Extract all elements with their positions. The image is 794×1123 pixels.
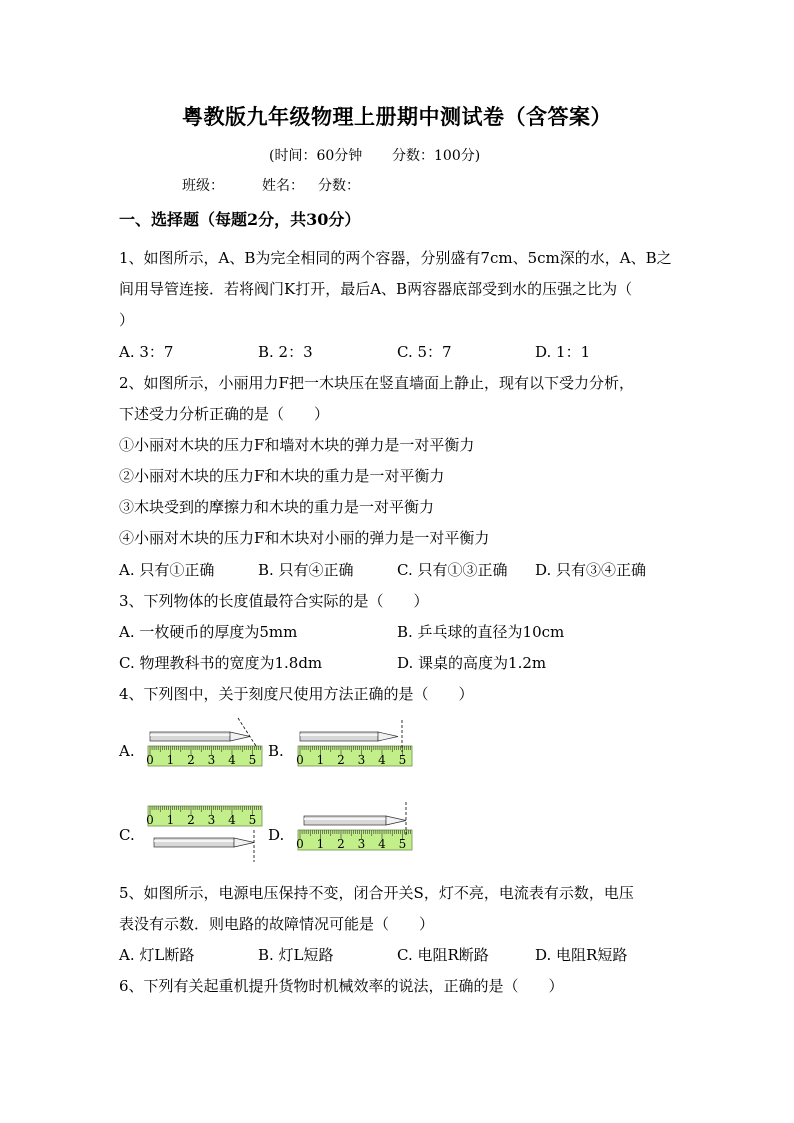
ruler-tick-label: 2 [337, 753, 345, 767]
q3-text-line1: 3、下列物体的长度值最符合实际的是（ ） [119, 592, 429, 610]
pencil-body [304, 816, 386, 825]
ruler-body [298, 830, 412, 850]
q3-options-row2 [119, 653, 699, 673]
q2-options [119, 560, 699, 580]
q2-statement-2: ②小丽对木块的压力F和木块的重力是一对平衡力 [119, 467, 445, 485]
q4-figure-d [296, 800, 416, 864]
ruler-tick-label: 3 [357, 753, 366, 767]
points-label: 分数： [318, 178, 360, 194]
time-label: (时间：60分钟 [269, 148, 363, 164]
q2-option-a: A. 只有①正确 [119, 561, 215, 579]
ruler-tick-label: 2 [337, 837, 345, 851]
q1-option-c: C. 5：7 [397, 343, 452, 361]
q5-option-d: D. 电阻R短路 [535, 946, 628, 964]
q2-statement-3: ③木块受到的摩擦力和木块的重力是一对平衡力 [119, 498, 435, 516]
q1-option-d: D. 1：1 [535, 343, 591, 361]
q2-option-c: C. 只有①③正确 [397, 561, 508, 579]
q4-figure-a [146, 716, 266, 780]
q5-text-line2: 表没有示数．则电路的故障情况可能是（ ） [119, 915, 435, 933]
section-heading: 一、选择题（每题2分，共30分） [119, 210, 361, 229]
q4-figure-b [296, 716, 416, 780]
q4-figure-b-label: B. [268, 742, 284, 760]
q3-option-d: D. 课桌的高度为1.2m [397, 654, 547, 672]
pencil-body [154, 838, 234, 847]
q4-figure-c-label: C. [119, 826, 135, 844]
ruler-tick-label: 5 [248, 813, 257, 827]
q5-option-c: C. 电阻R断路 [397, 946, 489, 964]
ruler-tick-label: 1 [166, 813, 175, 827]
ruler-tick-label: 2 [187, 813, 195, 827]
q3-option-a: A. 一枚硬币的厚度为5mm [119, 623, 298, 641]
q5-options [119, 945, 699, 965]
ruler-tick-label: 4 [378, 753, 386, 767]
pencil-body [300, 732, 378, 741]
q2-option-b: B. 只有④正确 [258, 561, 354, 579]
ruler-body [298, 746, 412, 766]
name-label: 姓名： [262, 178, 304, 194]
ruler-tick-label: 5 [248, 753, 257, 767]
q2-text-line2: 下述受力分析正确的是（ ） [119, 405, 330, 423]
q4-figure-d-label: D. [268, 826, 285, 844]
q3-options-row1 [119, 622, 699, 642]
q1-text-line1: 1、如图所示，A、B为完全相同的两个容器，分别盛有7cm、5cm深的水，A、B之 [119, 249, 672, 267]
score-label: 分数：100分) [392, 148, 481, 164]
pencil-tip [386, 816, 406, 825]
q1-text-line2: 间用导管连接．若将阀门K打开，最后A、B两容器底部受到水的压强之比为（ [119, 280, 633, 298]
pencil-body [150, 732, 230, 741]
ruler-body [148, 806, 262, 826]
ruler-tick-label: 4 [378, 837, 386, 851]
q1-text-line3: ） [119, 311, 135, 329]
q3-option-b: B. 乒乓球的直径为10cm [397, 623, 565, 641]
q5-option-a: A. 灯L断路 [119, 946, 195, 964]
q2-statement-4: ④小丽对木块的压力F和木块对小丽的弹力是一对平衡力 [119, 529, 490, 547]
ruler-tick-label: 3 [207, 813, 216, 827]
q1-option-a: A. 3：7 [119, 343, 174, 361]
ruler-tick-label: 2 [187, 753, 195, 767]
ruler-tick-label: 4 [228, 753, 236, 767]
q4-figure-c [146, 800, 266, 864]
ruler-tick-label: 1 [316, 753, 325, 767]
pencil-tip [230, 732, 250, 741]
ruler-tick-label: 1 [316, 837, 325, 851]
q2-statement-1: ①小丽对木块的压力F和墙对木块的弹力是一对平衡力 [119, 436, 475, 454]
q2-option-d: D. 只有③④正确 [535, 561, 647, 579]
q4-figure-a-label: A. [119, 742, 135, 760]
ruler-tick-label: 5 [398, 753, 407, 767]
q4-text-line1: 4、下列图中，关于刻度尺使用方法正确的是（ ） [119, 685, 474, 703]
ruler-tick-label: 0 [296, 753, 304, 767]
guide-line [238, 718, 256, 746]
page-title: 粤教版九年级物理上册期中测试卷（含答案） [182, 104, 612, 129]
pencil-tip [378, 732, 398, 741]
ruler-tick-label: 3 [357, 837, 366, 851]
q6-text-line1: 6、下列有关起重机提升货物时机械效率的说法，正确的是（ ） [119, 977, 564, 995]
ruler-tick-label: 0 [296, 837, 304, 851]
ruler-tick-label: 5 [398, 837, 407, 851]
ruler-tick-label: 3 [207, 753, 216, 767]
q5-option-b: B. 灯L短路 [258, 946, 334, 964]
q2-text-line1: 2、如图所示，小丽用力F把一木块压在竖直墙面上静止，现有以下受力分析， [119, 374, 634, 392]
class-label: 班级： [182, 178, 224, 194]
q3-option-c: C. 物理教科书的宽度为1.8dm [119, 654, 323, 672]
q1-options [119, 342, 699, 362]
ruler-body [148, 746, 262, 766]
ruler-tick-label: 1 [166, 753, 175, 767]
ruler-tick-label: 0 [146, 753, 154, 767]
pencil-tip [234, 838, 254, 847]
ruler-tick-label: 0 [146, 813, 154, 827]
ruler-tick-label: 4 [228, 813, 236, 827]
q1-option-b: B. 2：3 [258, 343, 313, 361]
q5-text-line1: 5、如图所示，电源电压保持不变，闭合开关S，灯不亮，电流表有示数，电压 [119, 884, 634, 902]
